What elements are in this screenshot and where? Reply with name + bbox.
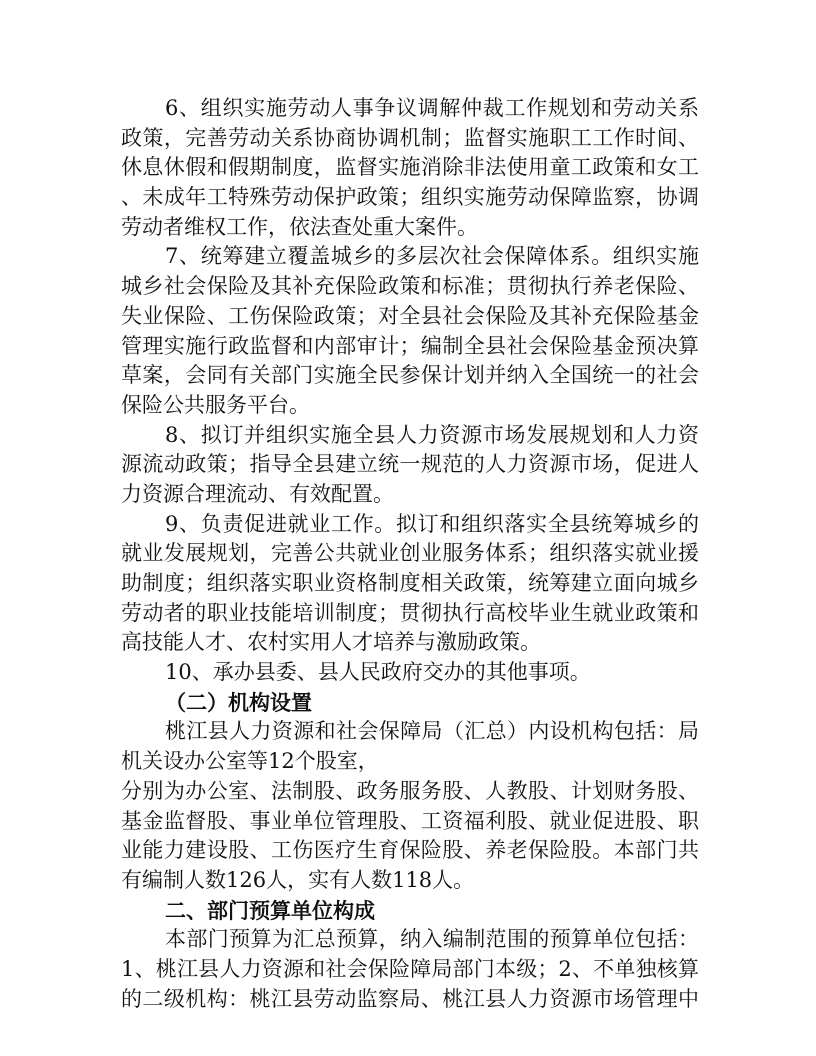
paragraph-line: 分别为办公室、法制股、政务服务股、人教股、计划财务股、 [121, 778, 699, 803]
paragraph-line: 源流动政策；指导全县建立统一规范的人力资源市场，促进人 [121, 452, 699, 477]
paragraph-line: 政策，完善劳动关系协商协调机制；监督实施职工工作时间、 [121, 125, 699, 150]
document-page [121, 94, 699, 1014]
section-heading: （二）机构设置 [165, 689, 312, 715]
paragraph-line: 休息休假和假期制度，监督实施消除非法使用童工政策和女工 [121, 155, 699, 180]
paragraph-line: 管理实施行政监督和内部审计；编制全县社会保险基金预决算 [121, 333, 699, 358]
paragraph-line: 力资源合理流动、有效配置。 [121, 481, 394, 506]
paragraph-line: 保险公共服务平台。 [121, 392, 310, 417]
paragraph-line: 有编制人数126人，实有人数118人。 [121, 867, 475, 892]
section-heading: 二、部门预算单位构成 [165, 897, 375, 923]
paragraph-line: 劳动者的职业技能培训制度；贯彻执行高校毕业生就业政策和 [121, 600, 699, 625]
paragraph-line: 机关设办公室等12个股室， [121, 749, 379, 774]
paragraph-line: 就业发展规划，完善公共就业创业服务体系；组织落实就业援 [121, 541, 699, 566]
paragraph-line: 业能力建设股、工伤医疗生育保险股、养老保险股。本部门共 [121, 838, 699, 863]
paragraph-line: 草案，会同有关部门实施全民参保计划并纳入全国统一的社会 [121, 363, 699, 388]
paragraph-line: 基金监督股、事业单位管理股、工资福利股、就业促进股、职 [121, 808, 699, 833]
paragraph-line: 桃江县人力资源和社会保障局（汇总）内设机构包括：局 [165, 719, 699, 744]
paragraph-line: 1、桃江县人力资源和社会保险障局部门本级；2、不单独核算 [121, 956, 699, 981]
paragraph-line: 助制度；组织落实职业资格制度相关政策，统筹建立面向城乡 [121, 571, 699, 595]
paragraph-line: 、未成年工特殊劳动保护政策；组织实施劳动保障监察，协调 [121, 185, 699, 210]
paragraph-line: 失业保险、工伤保险政策；对全县社会保险及其补充保险基金 [121, 303, 699, 328]
paragraph-line: 本部门预算为汇总预算，纳入编制范围的预算单位包括： [165, 927, 699, 952]
paragraph-line: 8、拟订并组织实施全县人力资源市场发展规划和人力资 [165, 422, 699, 447]
paragraph-line: 10、承办县委、县人民政府交办的其他事项。 [165, 660, 591, 685]
paragraph-line: 的二级机构：桃江县劳动监察局、桃江县人力资源市场管理中 [121, 986, 699, 1011]
paragraph-line: 城乡社会保险及其补充保险政策和标准；贯彻执行养老保险、 [121, 274, 699, 299]
paragraph-line: 6、组织实施劳动人事争议调解仲裁工作规划和劳动关系 [165, 96, 699, 120]
paragraph-line: 劳动者维权工作，依法查处重大案件。 [121, 214, 478, 239]
paragraph-line: 9、负责促进就业工作。拟订和组织落实全县统筹城乡的 [165, 511, 699, 536]
paragraph-line: 7、统筹建立覆盖城乡的多层次社会保障体系。组织实施 [165, 244, 699, 269]
paragraph-line: 高技能人才、农村实用人才培养与激励政策。 [121, 630, 541, 655]
